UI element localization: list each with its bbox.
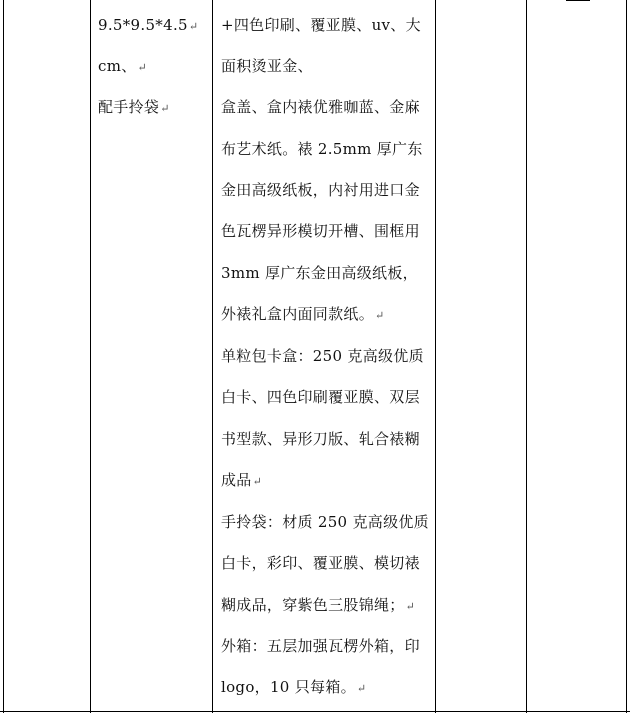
spec-line xyxy=(221,470,262,492)
paragraph-mark: ↵ xyxy=(252,475,263,488)
spec-line xyxy=(221,56,314,78)
paragraph-mark: ↵ xyxy=(356,682,367,695)
cell-col4 xyxy=(436,0,526,711)
spec-line xyxy=(221,429,421,451)
spec-text: 成品 xyxy=(221,471,252,489)
spec-line xyxy=(221,97,421,119)
spec-line xyxy=(221,512,430,534)
spec-text: 色瓦楞异形模切开槽、围框用 xyxy=(221,222,420,240)
size-text: 配手拎袋 xyxy=(98,98,160,116)
spec-text: +四色印刷、覆亚膜、uv、大 xyxy=(221,16,421,34)
spec-text: 手拎袋：材质 250 克高级优质 xyxy=(221,513,429,531)
spec-text: 糊成品，穿紫色三股锦绳； xyxy=(221,596,405,614)
spec-text: 3mm 厚广东金田高级纸板， xyxy=(221,264,418,282)
spec-text: 金田高级纸板，内衬用进口金 xyxy=(221,181,420,199)
paragraph-mark: ↵ xyxy=(375,309,385,322)
size-line xyxy=(98,97,170,119)
spec-line xyxy=(221,595,415,617)
table-border-right xyxy=(626,0,627,713)
column-divider-1 xyxy=(90,0,91,713)
spec-line xyxy=(221,180,421,202)
size-line xyxy=(98,56,147,78)
paragraph-mark: ↵ xyxy=(137,61,148,74)
table-bottom-border xyxy=(0,711,630,712)
spec-line xyxy=(221,677,366,699)
cell-size xyxy=(98,0,210,711)
spec-line xyxy=(221,15,422,37)
spec-line xyxy=(221,304,385,326)
spec-text: 外裱礼盒内面同款纸。 xyxy=(221,305,375,323)
spec-text: 外箱：五层加强瓦楞外箱，印 xyxy=(221,637,420,655)
size-text: cm、 xyxy=(98,57,137,75)
spec-text: 书型款、异形刀版、轧合裱糊 xyxy=(221,430,420,448)
paragraph-mark: ↵ xyxy=(188,20,199,33)
spec-text: 白卡、四色印刷覆亚膜、双层 xyxy=(221,388,420,406)
paragraph-mark: ↵ xyxy=(405,600,416,613)
spec-line xyxy=(221,553,421,575)
size-text: 9.5*9.5*4.5 xyxy=(98,16,188,34)
spec-text: 白卡，彩印、覆亚膜、模切裱 xyxy=(221,554,420,572)
spec-line xyxy=(221,387,421,409)
spec-line xyxy=(221,263,419,285)
spec-line xyxy=(221,636,421,658)
spec-text: 面积烫亚金、 xyxy=(221,57,313,75)
spec-line xyxy=(221,221,421,243)
cell-spec xyxy=(221,0,433,711)
spec-text: 盒盖、盒内裱优雅咖蓝、金麻 xyxy=(221,98,420,116)
spec-text: 布艺术纸。裱 2.5mm 厚广东 xyxy=(221,140,423,158)
cell-col5 xyxy=(527,0,626,711)
spec-text: 单粒包卡盒：250 克高级优质 xyxy=(221,347,424,365)
column-divider-2 xyxy=(212,0,213,713)
paragraph-mark: ↵ xyxy=(160,102,170,115)
spec-line xyxy=(221,139,424,161)
cell-col1 xyxy=(4,0,90,711)
spec-text: logo，10 只每箱。 xyxy=(221,678,356,696)
size-line xyxy=(98,15,198,37)
spec-line xyxy=(221,346,425,368)
